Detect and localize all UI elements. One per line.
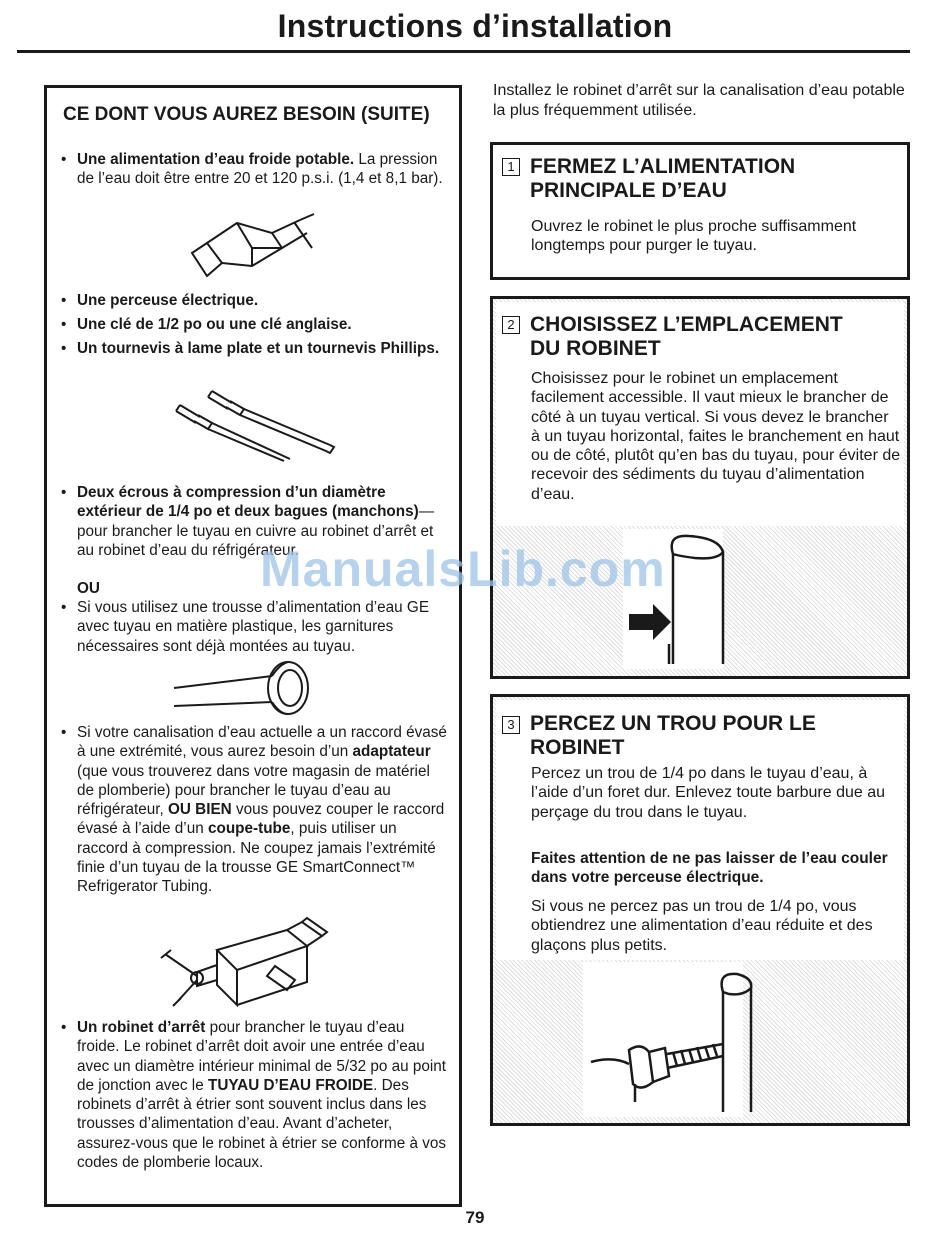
list-item: • Si votre canalisation d’eau actuelle a un raccord évasé à une extrémité, vous aurez besoin d’un adaptateur (que vous trouverez dans votre magasin de matériel de plomberie) pour brancher le tuyau d’eau au réfrigérateur, OU BIEN vous pouvez couper le raccord évasé à l’aide d’un coupe-tube, puis utiliser un raccord à compression. Ne coupez jamais l’extrémité finie d’un tuyau de la trousse GE SmartConnect™ Refrigerator Tubing.: [61, 724, 447, 896]
drilling-pipe-illustration: [583, 952, 753, 1122]
list-item: • Deux écrous à compression d’un diamètre extérieur de 1/4 po et deux bagues (manchons)—pour brancher le tuyau en cuivre au robinet d’arrêt et au robinet d’eau du réfrigérateur.: [61, 484, 435, 559]
step-body-2: Si vous ne percez pas un trou de 1/4 po, vous obtiendrez une alimentation d’eau réduite et des glaçons plus petits.: [531, 898, 873, 954]
screwdrivers-illustration: [172, 383, 342, 463]
shutoff-valve-illustration: [157, 910, 337, 1010]
step-number: 1: [502, 158, 520, 176]
flared-fitting-illustration: [172, 658, 322, 728]
bullet: •: [61, 724, 67, 741]
list-item: • Une perceuse électrique.: [61, 292, 259, 309]
electric-drill-illustration: [182, 208, 322, 288]
list-item: • Un robinet d’arrêt pour brancher le tuyau d’eau froide. Le robinet d’arrêt doit avoir une entrée d’eau avec un diamètre intérieur minimal de 5/32 po au point de jonction avec le TUYAU D’EAU FROIDE. Des robinets d’arrêt à étrier sont souvent inclus dans les trousses d’alimentation d’eau. Avant d’acheter, assurez-vous que le robinet à étrier se conforme à vos codes de plomberie locaux.: [61, 1019, 447, 1172]
list-item: • Un tournevis à lame plate et un tournevis Phillips.: [61, 340, 440, 357]
requirements-panel: [44, 85, 462, 1207]
bullet: •: [61, 316, 67, 333]
warning-text: Faites attention de ne pas laisser de l’eau couler dans votre perceuse électrique.: [531, 850, 888, 887]
page-title: Instructions d’installation: [277, 8, 673, 44]
list-item: • Une alimentation d’eau froide potable. La pression de l’eau doit être entre 20 et 120 p.s.i. (1,4 et 8,1 bar).: [61, 151, 443, 188]
bullet: •: [61, 484, 67, 501]
bullet: •: [61, 292, 67, 309]
watermark: ManualsLib.com: [260, 541, 666, 597]
title-rule: [17, 50, 910, 53]
step-body: Percez un trou de 1/4 po dans le tuyau d’eau, à l’aide d’un foret dur. Enlevez toute barbure due au perçage du trou dans le tuyau.: [531, 765, 886, 821]
step-title: PERCEZ UN TROU POUR LE ROBINET: [530, 712, 816, 759]
requirements-heading: CE DONT VOUS AUREZ BESOIN (SUITE): [63, 104, 430, 125]
bullet: •: [61, 599, 67, 616]
bullet: •: [61, 151, 67, 168]
step-body: Ouvrez le robinet le plus proche suffisamment longtemps pour purger le tuyau.: [531, 218, 857, 255]
or-label: OU: [77, 580, 100, 597]
list-item: • Une clé de 1/2 po ou une clé anglaise.: [61, 316, 352, 333]
bullet: •: [61, 340, 67, 357]
step-3-panel: [490, 694, 910, 1126]
page-number: 79: [465, 1208, 485, 1227]
step-title: CHOISISSEZ L’EMPLACEMENT DU ROBINET: [530, 313, 843, 360]
step-2-panel: [490, 296, 910, 679]
list-item: • Si vous utilisez une trousse d’alimentation d’eau GE avec tuyau en matière plastique, les garnitures nécessaires sont déjà montées au tuyau.: [61, 599, 430, 655]
step-title: FERMEZ L’ALIMENTATION PRINCIPALE D’EAU: [530, 155, 796, 202]
step-number: 2: [502, 316, 520, 334]
intro-text: Installez le robinet d’arrêt sur la canalisation d’eau potable la plus fréquemment utilisée.: [493, 82, 905, 119]
step-body: Choisissez pour le robinet un emplacement facilement accessible. Il vaut mieux le brancher de côté à un tuyau vertical. Si vous devez le brancher à un tuyau horizontal, faites le branchement en haut ou de côté, plutôt qu’en bas du tuyau, pour éviter de recevoir des sédiments du tuyau d’alimentation d’eau.: [531, 370, 901, 503]
step-1-panel: [490, 142, 910, 280]
bullet: •: [61, 1019, 67, 1036]
step-number: 3: [502, 716, 520, 734]
